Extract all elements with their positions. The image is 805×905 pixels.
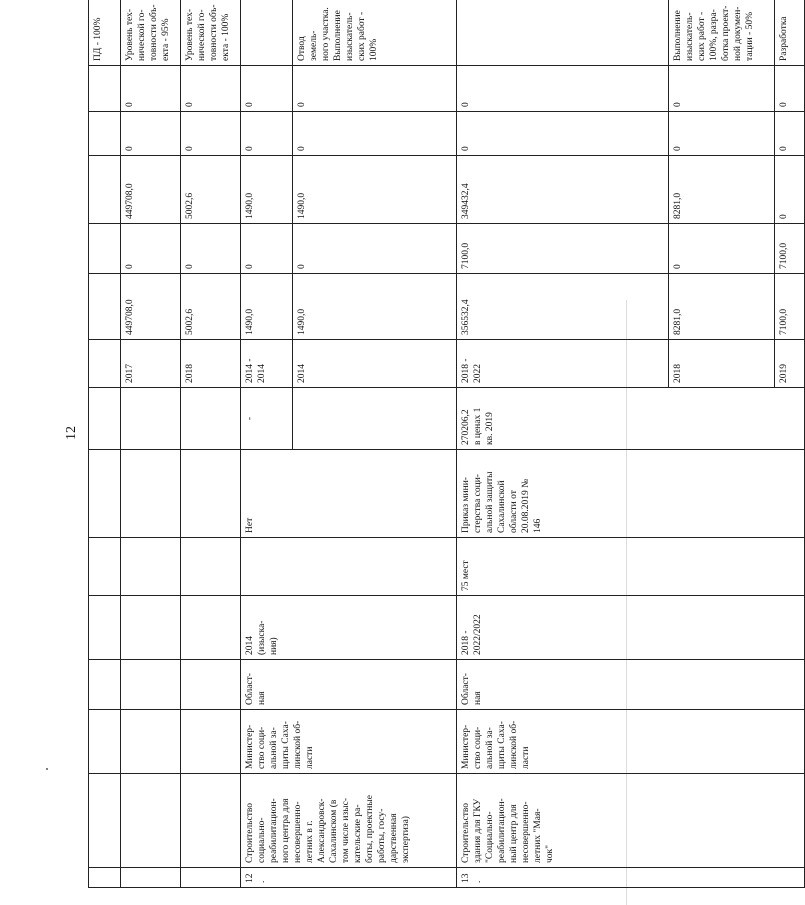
total-cell: 7100,0 [775,274,805,340]
result-cell: Уровень тех- нической го- товности объ- екта - 100% [181,0,241,66]
year-cell: 2018 - 2022 [457,340,669,388]
table-row [241,0,293,888]
mb-cell: 0 [181,112,241,156]
result-cell: Разработка [775,0,805,66]
vb-cell: 0 [181,66,241,112]
ob-cell: 349432,4 [457,156,669,224]
scan-speck [46,768,48,770]
fb-cell: 7100,0 [457,224,669,274]
mb-cell: 0 [775,112,805,156]
result-cell [457,0,669,66]
mb-cell: 0 [293,112,457,156]
year-cell: 2014 - 2014 [241,340,293,388]
total-cell: 1490,0 [241,274,293,340]
total-cell: 356532,4 [457,274,669,340]
row-number: 12. [241,868,457,888]
total-cell: 5002,6 [181,274,241,340]
result-cell [241,0,293,66]
rotated-table [88,4,789,888]
mb-cell: 0 [121,112,181,156]
page-number: 12 [64,426,79,440]
table-row [89,0,121,888]
year-cell: 2018 [181,340,241,388]
fb-cell: 0 [121,224,181,274]
object-name-cell: Строительство социально- реабилитацион- ного центра для несовершенно- летних в г. Александровск- Сахалинском (в том числе изыс- кательские ра- боты, проектные работы, госу- дарственная экспертиза) [241,774,457,868]
total-cell: 1490,0 [293,274,457,340]
cost-cell: 270206,2 в ценах 1 кв. 2019 [457,388,805,450]
fb-cell: 0 [241,224,293,274]
mb-cell: 0 [241,112,293,156]
year-cell: 2018 [669,340,775,388]
total-cell: 449708,0 [121,274,181,340]
document-cell: Нет [241,450,457,538]
vb-cell: 0 [669,66,775,112]
vb-cell: 0 [775,66,805,112]
capacity-cell [241,538,457,596]
year-cell: 2014 [293,340,457,388]
customer-cell: Министер- ство соци- альной за- щиты Саха- линской об- ласти [241,710,457,774]
year-cell: 2019 [775,340,805,388]
capacity-cell: 75 мест [457,538,805,596]
program-table [88,0,805,888]
row-number: 13. [457,868,805,888]
object-name-cell: Строительство здания для ГКУ "Социально- реабилитацион- ный центр для несовершенно- летних "Мая- чок" [457,774,805,868]
vb-cell: 0 [293,66,457,112]
vb-cell: 0 [241,66,293,112]
ob-cell: 1490,0 [293,156,457,224]
cost-cell: - [241,388,293,450]
year-cell: 2017 [121,340,181,388]
result-cell: Уровень тех- нической го- товности объ- екта - 95% [121,0,181,66]
period-cell: 2014 (изыска- ния) [241,596,457,660]
result-cell: ПД - 100% [89,0,121,66]
vb-cell: 0 [457,66,669,112]
budget-cell: Област- ная [241,660,457,710]
table-row [181,0,241,888]
fb-cell: 0 [293,224,457,274]
budget-cell: Област- ная [457,660,805,710]
table-row [121,0,181,888]
fb-cell: 7100,0 [775,224,805,274]
fb-cell: 0 [669,224,775,274]
total-cell: 8281,0 [669,274,775,340]
result-cell: Отвод земель- ного участка. Выполнение изыскатель- ских работ - 100% [293,0,457,66]
period-cell: 2018 - 2022/2022 [457,596,805,660]
result-cell: Выполнение изыскатель- ских работ - 100%, разра- ботка проект- ной докумен- тации - 50% [669,0,775,66]
vb-cell: 0 [121,66,181,112]
ob-cell: 1490,0 [241,156,293,224]
table-row [457,0,669,888]
mb-cell: 0 [457,112,669,156]
ob-cell: 5002,6 [181,156,241,224]
ob-cell: 8281,0 [669,156,775,224]
cost-cell [293,388,457,450]
customer-cell: Министер- ство соци- альной за- щиты Саха- линской об- ласти [457,710,805,774]
mb-cell: 0 [669,112,775,156]
ob-cell: 449708,0 [121,156,181,224]
document-cell: Приказ мини- стерства соци- альной защиты Сахалинской области от 20.08.2019 № 146 [457,450,805,538]
ob-cell: 0 [775,156,805,224]
fb-cell: 0 [181,224,241,274]
